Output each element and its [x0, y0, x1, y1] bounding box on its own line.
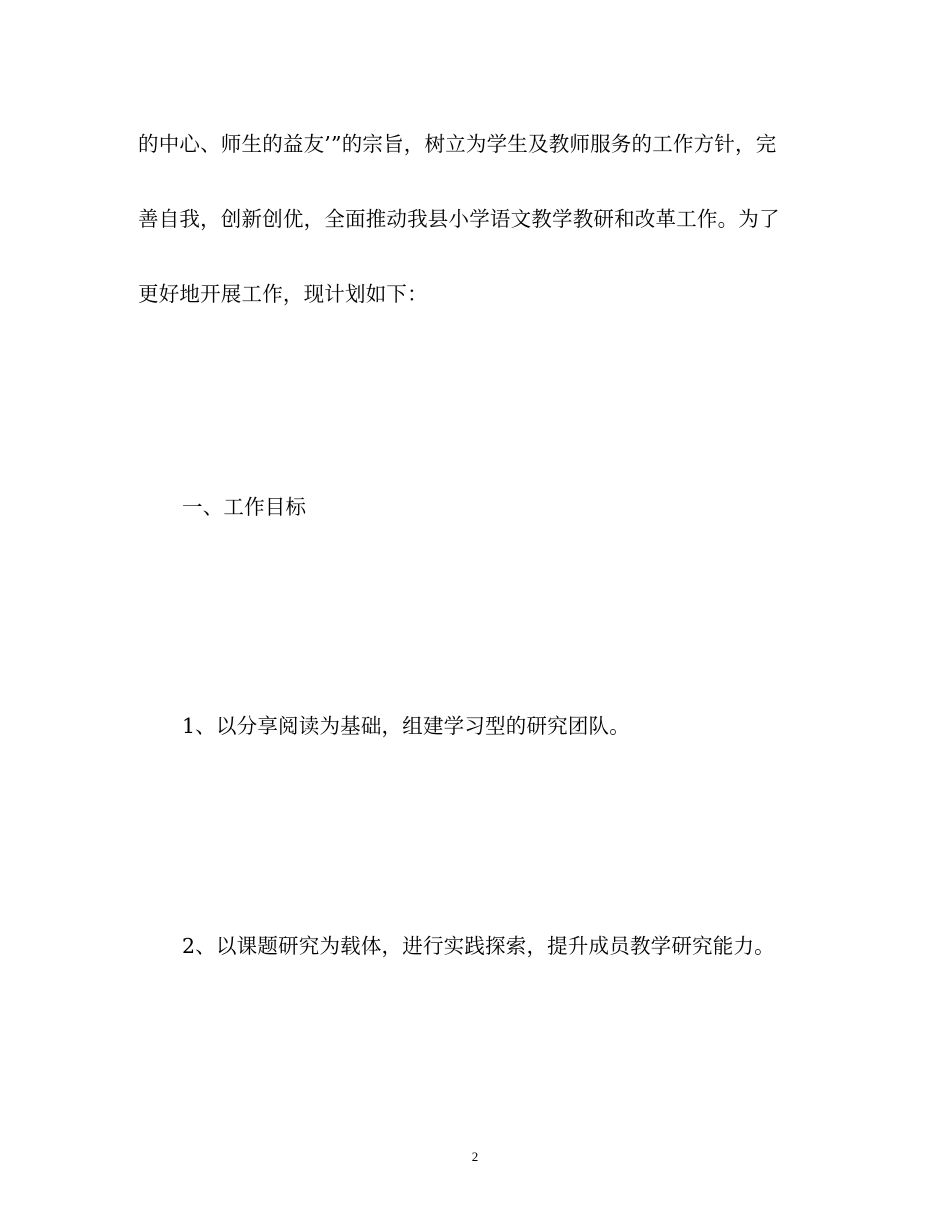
goal-item-1: 1、以分享阅读为基础，组建学习型的研究团队。 [182, 714, 630, 738]
intro-line-3: 更好地开展工作，现计划如下： [138, 282, 428, 306]
section-heading-work-goals: 一、工作目标 [182, 495, 307, 519]
goal-item-2: 2、以课题研究为载体，进行实践探索，提升成员教学研究能力。 [182, 934, 775, 958]
page-number: 2 [471, 1149, 479, 1164]
intro-line-1: 的中心、师生的益友’”的宗旨，树立为学生及教师服务的工作方针，完 [138, 132, 777, 156]
intro-line-2: 善自我，创新创优，全面推动我县小学语文教学教研和改革工作。为了 [138, 207, 780, 231]
